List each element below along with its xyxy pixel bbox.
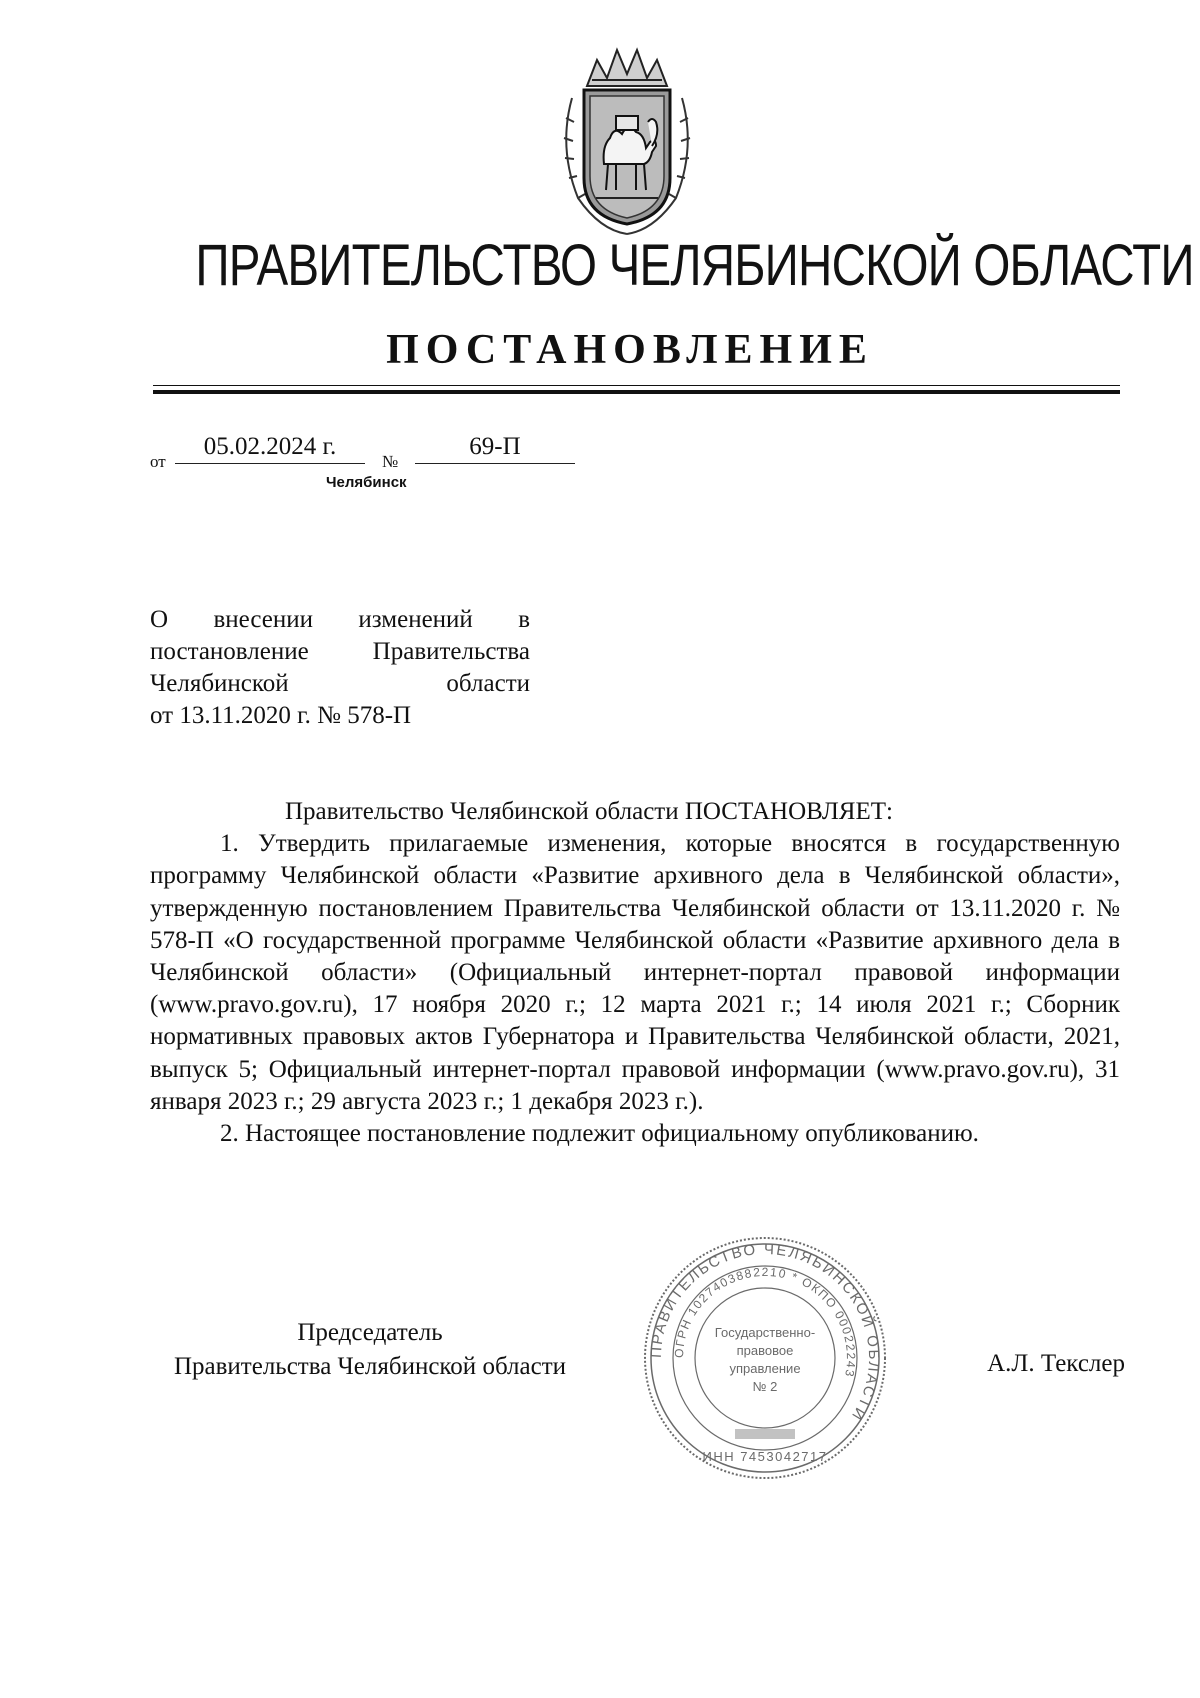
header-rule-thick — [153, 390, 1120, 394]
signatory-role — [140, 1316, 600, 1384]
document-number: 69-П — [415, 433, 575, 464]
signatory-role-line: Правительства Челябинской области — [173, 1353, 567, 1380]
stamp-center-line: управление — [729, 1361, 801, 1376]
subject-line: О внесении изменений в — [150, 606, 530, 633]
stamp-center-line: правовое — [736, 1343, 794, 1358]
stamp-inner-text: ОГРН 1027403882210 * ОКПО 00022243 — [671, 1264, 859, 1380]
subject-line: постановление Правительства — [150, 638, 530, 665]
signatory-role-line: Председатель — [297, 1319, 443, 1346]
subject-line: Челябинской области — [150, 670, 530, 697]
header-rule-thin — [153, 385, 1120, 386]
stamp-outer-text: ПРАВИТЕЛЬСТВО ЧЕЛЯБИНСКОЙ ОБЛАСТИ — [647, 1240, 883, 1425]
document-type: ПОСТАНОВЛЕНИЕ — [386, 327, 874, 373]
document-subject — [150, 604, 530, 732]
document-body — [150, 796, 1120, 1150]
body-paragraph-1: 1. Утвердить прилагаемые изменения, которые вносятся в государственную программу Челябинской области «Развитие архивного дела в Челябинской области», утвержденную постановлением Правительства Челябинской области от 13.11.2020 г. № 578-П «О государственной программе Челябинской области «Развитие архивного дела в Челябинской области» (Официальный интернет-портал правовой информации (www.pravo.gov.ru), 17 ноября 2020 г.; 12 марта 2021 г.; 14 июля 2021 г.; Сборник нормативных правовых актов Губернатора и Правительства Челябинской области, 2021, выпуск 5; Официальный интернет-портал правовой информации (www.pravo.gov.ru), 31 января 2023 г.; 29 августа 2023 г.; 1 декабря 2023 г.). — [150, 830, 1120, 1115]
government-title: ПРАВИТЕЛЬСТВО ЧЕЛЯБИНСКОЙ ОБЛАСТИ — [195, 233, 1194, 298]
official-seal-icon — [640, 1233, 890, 1483]
document-date: 05.02.2024 г. — [175, 433, 365, 464]
number-label: № — [382, 452, 399, 471]
signatory-name: А.Л. Текслер — [987, 1350, 1125, 1377]
stamp-center-line: Государственно- — [714, 1325, 816, 1340]
date-label: от — [150, 452, 166, 471]
document-city: Челябинск — [326, 474, 407, 491]
body-preamble: Правительство Челябинской области ПОСТАНОВЛЯЕТ: — [285, 798, 893, 825]
subject-line: от 13.11.2020 г. № 578-П — [150, 702, 412, 729]
stamp-center-line: № 2 — [752, 1379, 778, 1394]
chelyabinsk-coat-of-arms-icon — [552, 38, 702, 238]
stamp-inn-text: ИНН 7453042717 — [702, 1449, 828, 1464]
body-paragraph-2: 2. Настоящее постановление подлежит официальному опубликованию. — [220, 1120, 979, 1148]
